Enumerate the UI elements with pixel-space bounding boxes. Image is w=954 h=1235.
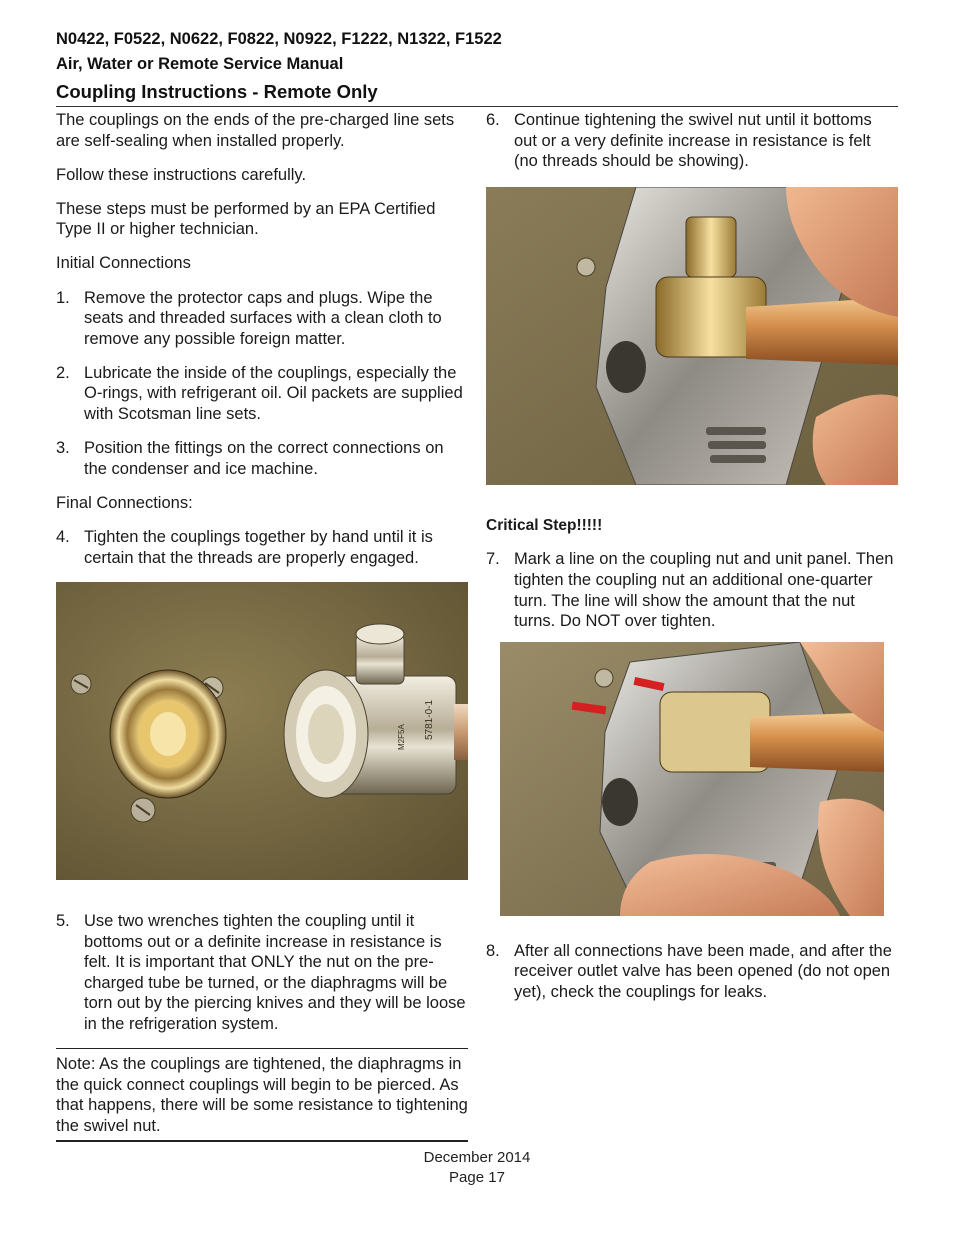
step-text: Continue tightening the swivel nut until it bottoms out or a very definite increase in resistance is felt (no threads should be showing). [514, 111, 872, 171]
note-box [56, 1048, 468, 1141]
step-text: Position the fittings on the correct connections on the condenser and ice machine. [84, 439, 444, 478]
step-number: 4. [56, 527, 70, 546]
footer-date: December 2014 [423, 1149, 531, 1166]
initial-connections-heading: Initial Connections [56, 254, 191, 273]
step-number: 2. [56, 363, 70, 382]
step-number: 3. [56, 439, 70, 458]
title-divider [56, 106, 898, 107]
intro-paragraph: The couplings on the ends of the pre-charged line sets are self-sealing when installed properly. [56, 111, 455, 150]
step-2 [56, 363, 468, 425]
step-7 [486, 549, 898, 631]
photo-couplings-separated [56, 582, 468, 880]
page-footer [0, 1148, 954, 1187]
step-5 [56, 911, 468, 1035]
photo-wrench-tightening [486, 187, 898, 485]
step-8 [486, 941, 898, 1003]
epa-paragraph: These steps must be performed by an EPA Certified Type II or higher technician. [56, 199, 436, 239]
step-number: 7. [486, 550, 500, 569]
step-text: Mark a line on the coupling nut and unit panel. Then tighten the coupling nut an additional one-quarter turn. The line will show the amount that the nut turns. Do NOT over tighten. [514, 550, 894, 631]
step-6 [486, 110, 898, 172]
critical-step-heading: Critical Step!!!!! [486, 516, 603, 534]
section-title: Coupling Instructions - Remote Only [56, 81, 378, 102]
couplings-illustration [56, 582, 468, 880]
header-manual-title: Air, Water or Remote Service Manual [56, 55, 344, 73]
step-number: 5. [56, 912, 70, 931]
step-number: 8. [486, 941, 500, 960]
note-text: Note: As the couplings are tightened, the diaphragms in the quick connect couplings will begin to be pierced. As that happens, there will be some resistance to tightening the swivel nut. [56, 1055, 468, 1135]
fitting-part-number: 5781-0-1 [424, 700, 435, 741]
fitting-size-mark: M2F5A [397, 724, 406, 751]
left-column [56, 110, 468, 1142]
step-3 [56, 438, 468, 479]
step-1 [56, 288, 468, 350]
step-text: Remove the protector caps and plugs. Wipe the seats and threaded surfaces with a clean cloth to remove any possible foreign matter. [84, 288, 442, 348]
follow-paragraph: Follow these instructions carefully. [56, 165, 307, 184]
photo-marked-coupling [500, 642, 884, 916]
marked-coupling-illustration [500, 642, 884, 916]
right-column [486, 110, 898, 1016]
header-models: N0422, F0522, N0622, F0822, N0922, F1222, N1322, F1522 [56, 30, 502, 48]
step-number: 1. [56, 288, 70, 307]
step-text: Lubricate the inside of the couplings, especially the O-rings, with refrigerant oil. Oil packets are supplied with Scotsman line sets. [84, 363, 463, 424]
final-connections-heading: Final Connections: [56, 493, 193, 512]
step-number: 6. [486, 111, 500, 129]
footer-page-number: Page 17 [449, 1168, 505, 1186]
wrench-illustration [486, 187, 898, 485]
step-text: After all connections have been made, and after the receiver outlet valve has been opened (do not open yet), check the couplings for leaks. [514, 941, 892, 1001]
step-4 [56, 527, 468, 568]
step-text: Use two wrenches tighten the coupling until it bottoms out or a definite increase in resistance is felt. It is important that ONLY the nut on the pre-charged tube be turned, or the diaphragms will be torn out by the piercing knives and they will be loose in the refrigeration system. [84, 912, 466, 1034]
step-text: Tighten the couplings together by hand until it is certain that the threads are properly engaged. [84, 527, 433, 567]
